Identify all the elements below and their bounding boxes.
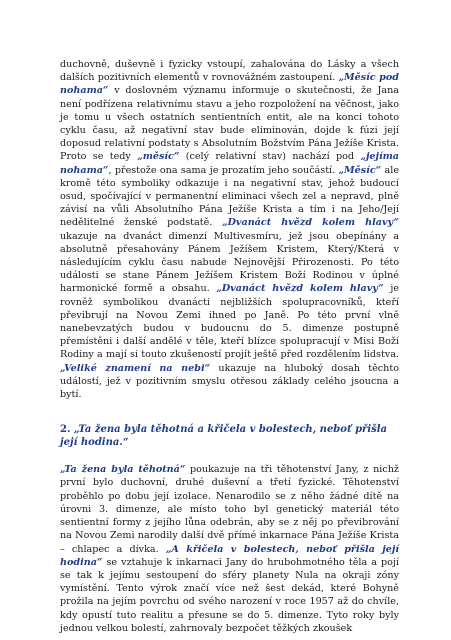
quote-emphasis: „jejíma nohama“ <box>60 151 400 176</box>
text-run: (celý relativní stav) nachází pod <box>179 151 361 163</box>
paragraph-1 <box>60 58 399 401</box>
text-run: v doslovném významu informuje o skutečnosti, že Jana není podřízena relativnímu stavu a jeho rozpoložení na věčnost, jako je tomu u všech ostatních sentientních entit, ale na konci tohoto cyklu času, až negativní stav bude eliminován, dojde k fúzi její doposud relativní podstaty s Absolutním Božstvím Pána Ježíše Krista. Proto se tedy <box>60 85 399 163</box>
quote-emphasis: „Měsíc“ <box>338 164 382 176</box>
text-run: ukazuje na dvanáct dimenzí Multivesmíru, jež jsou obepínány a absolutně přesahovány Pánem Ježíšem Kristem, Který/Která v následujícím cyklu času nabude Nejnovější Přirozenosti. Po této události se stane Pánem Ježíšem Kristem Boží Rodinou v úplné harmonické formě a obsahu. <box>60 230 399 295</box>
text-run: ukazuje na hluboký dosah těchto událostí, jež v pozitivním smyslu otřesou základy celého jsoucna a bytí. <box>60 362 399 401</box>
text-run: poukazuje na tři těhotenství Jany, z nichž první bylo duchovní, druhé duševní a třetí fyzické. Těhotenství proběhlo po dobu její izolace. Nenarodilo se z něho žádné dítě na úrovni 3. dimenze, ale místo toho byl genetický materiál této sentientní formy z jejího lůna odebrán, aby se z něj po převibrování na Novou Zemi narodily další dvě přímé inkarnace Pána Ježíše Krista – chlapec a dívka. <box>60 464 399 555</box>
paragraph-2 <box>60 463 399 635</box>
text-run: duchovně, duševně i fyzicky vstoupí, zahalována do Lásky a všech dalších pozitivních elementů v rovnovážném zastoupení. <box>60 59 399 84</box>
quote-emphasis: „Ta žena byla těhotná“ <box>60 464 186 476</box>
quote-emphasis: „Dvanáct hvězd kolem hlavy“ <box>216 283 384 295</box>
section-heading <box>60 423 399 449</box>
text-run: se vztahuje k inkarnaci Jany do hrubohmotného těla a pojí se tak k jejímu sestoupení do sféry planety Nula na okraji zóny vymístění. Tento výrok značí více než šest dekád, které Bohyně prožila na jejím povrchu od svého narození v roce 1957 až do chvíle, kdy opustí tuto realitu a přesune se do 5. dimenze. Tyto roky byly jednou velkou bolestí, zahrnovaly bezpočet těžkých zkoušek <box>60 556 399 634</box>
quote-emphasis: „A křičela v bolestech, neboť přišla její hodina“ <box>60 543 399 568</box>
section-title: „Ta žena byla těhotná a křičela v bolestech, neboť přišla její hodina.“ <box>60 424 388 449</box>
quote-emphasis: „Měsíc pod nohama“ <box>60 72 399 97</box>
text-run: , přestože ona sama je prozatím jeho součástí. <box>108 164 339 176</box>
text-run: ale kromě této symboliky odkazuje i na negativní stav, jehož budoucí osud, spočívající v permanentní eliminaci všech zel a nepravd, plně závisí na vůli Absolutního Pána Ježíše Krista a tím i na Jeho/Její nedělitelné ženské podstatě. <box>60 164 399 229</box>
quote-emphasis: „Veliké znamení na nebi“ <box>60 362 211 374</box>
quote-emphasis: „měsíc“ <box>137 151 180 163</box>
quote-emphasis: „Dvanáct hvězd kolem hlavy“ <box>222 217 399 229</box>
section-number: 2. <box>60 424 71 436</box>
text-run: je rovněž symbolikou dvanácti nejbližších spolupracovníků, kteří převibrují na Novou Zemi ihned po Janě. Po této první vlně nanebevzatých budou v budoucnu do 5. dimenze postupně přemístěni i další andělé v těle, kteří blízce spolupracují v Misi Boží Rodiny a mají si touto zkušeností projít ještě před rozdělením lidstva. <box>60 283 400 361</box>
